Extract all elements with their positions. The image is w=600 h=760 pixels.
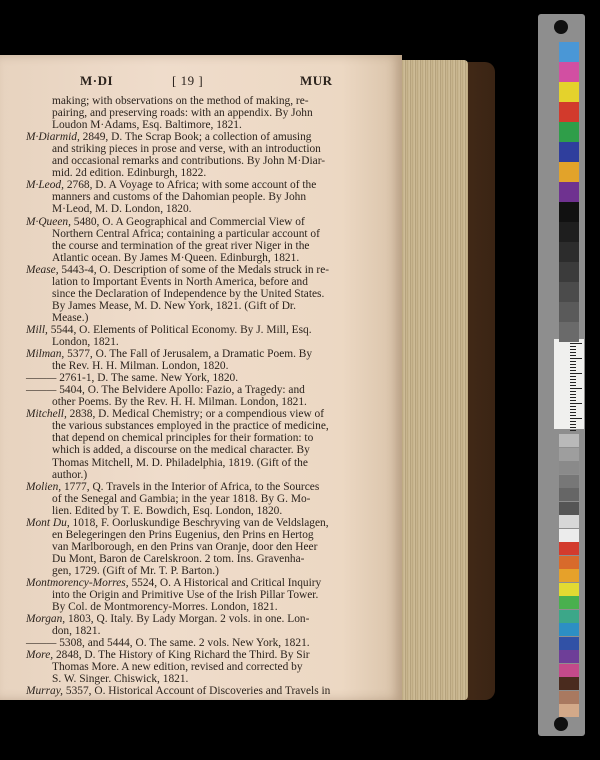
entry-text: London, 1821.: [52, 336, 119, 348]
ruler-tick: [570, 409, 576, 410]
ruler-tick: [570, 343, 582, 344]
scale-ruler: [554, 339, 584, 429]
ruler-tick: [570, 346, 576, 347]
entry-text: 5480, O. A Geographical and Commercial View of: [70, 215, 305, 228]
text-line: [52, 396, 307, 408]
entry-text: the Rev. H. H. Milman. London, 1820.: [52, 360, 229, 373]
text-line: [52, 203, 192, 215]
entry-text: and striking pieces in prose and verse, with an introduction: [52, 143, 321, 156]
entry-text: 5524, O. A Historical and Critical Inquiry: [128, 577, 322, 589]
entry-text: By Col. de Montmorency-Morres. London, 1821.: [52, 601, 278, 614]
text-line: [52, 673, 188, 685]
ruler-tick: [570, 418, 582, 419]
page-number: [ 19 ]: [172, 73, 204, 88]
text-line: [52, 589, 318, 601]
color-swatch: [559, 82, 579, 102]
color-swatch: [559, 62, 579, 82]
color-swatch: [559, 222, 579, 242]
entry-text: the various substances employed in the practice of medicine,: [52, 420, 329, 433]
color-swatch: [559, 448, 579, 461]
text-line: [52, 565, 219, 577]
ruler-tick: [570, 373, 582, 374]
header-right: MUR: [300, 73, 333, 88]
text-line: [26, 649, 310, 661]
entry-text: don, 1821.: [52, 625, 101, 638]
ruler-tick: [570, 358, 582, 359]
color-checker-target: [538, 14, 585, 736]
text-line: [52, 529, 314, 541]
running-header: [0, 73, 402, 91]
entry-text: 5377, O. The Fall of Jerusalem, a Dramatic Poem. By: [64, 348, 313, 361]
entry-heading: ———: [26, 372, 57, 385]
text-line: [26, 481, 319, 493]
ruler-tick: [570, 397, 576, 398]
entry-text: 1018, F. Oorluskundige Beschryving van de Veldslagen,: [69, 516, 329, 529]
ruler-tick: [570, 361, 576, 362]
text-line: [52, 601, 278, 613]
entry-heading: Mont Du,: [26, 516, 70, 529]
entry-text: 1777, Q. Travels in the Interior of Africa, to the Sources: [61, 480, 320, 493]
color-swatch: [559, 664, 579, 677]
color-swatch: [559, 182, 579, 202]
color-swatch: [559, 691, 579, 704]
ruler-tick: [570, 388, 582, 389]
text-line: [26, 372, 238, 384]
entry-text: Du Mont, Baron de Carelskroon. 2 tom. Ins. Gravenha-: [52, 552, 305, 565]
color-swatch: [559, 461, 579, 474]
ruler-tick: [570, 385, 576, 386]
color-swatch: [559, 515, 579, 528]
color-swatch: [559, 302, 579, 322]
entry-text: en Belegeringen den Prins Eugenius, den Prins en Hertog: [52, 528, 314, 541]
entry-text: 2848, D. The History of King Richard the Third. By Sir: [53, 649, 310, 662]
ruler-tick: [570, 382, 576, 383]
entry-heading: Molien,: [26, 480, 62, 493]
text-line: [26, 613, 309, 625]
ruler-tick: [570, 421, 576, 422]
color-swatch: [559, 162, 579, 182]
text-line: [52, 288, 324, 300]
text-line: [52, 119, 242, 131]
text-line: [26, 408, 324, 420]
entry-text: S. W. Singer. Chiswick, 1821.: [52, 673, 189, 686]
text-line: [26, 577, 321, 589]
ruler-tick: [570, 376, 576, 377]
entry-text: 1803, Q. Italy. By Lady Morgan. 2 vols. in one. Lon-: [65, 613, 310, 626]
ruler-tick: [570, 394, 576, 395]
entry-text: 5308, and 5444, O. The same. 2 vols. New York, 1821.: [56, 637, 310, 650]
text-line: [52, 432, 313, 444]
text-line: [52, 300, 296, 312]
text-line: [52, 336, 119, 348]
entry-text: the course and termination of the great river Niger in the: [52, 239, 310, 252]
text-line: [26, 264, 329, 276]
text-line: [52, 228, 320, 240]
entry-heading: Milman,: [26, 348, 65, 361]
entry-text: Thomas More. A new edition, revised and corrected by: [52, 661, 303, 674]
text-line: [52, 276, 308, 288]
ruler-tick: [570, 406, 576, 407]
text-line: [52, 312, 88, 324]
ruler-tick: [570, 370, 576, 371]
ruler-tick: [570, 430, 576, 431]
ruler-tick: [570, 391, 576, 392]
entry-heading: Morgan,: [26, 613, 66, 626]
color-swatch: [559, 282, 579, 302]
ruler-tick: [570, 400, 576, 401]
ruler-tick: [570, 415, 576, 416]
entry-text: van Marlborough, en den Prins van Oranje, door den Heer: [52, 540, 318, 553]
entry-text: other Poems. By the Rev. H. H. Milman. London, 1821.: [52, 396, 307, 409]
entry-heading: M·Diarmid,: [26, 131, 80, 144]
entry-text: Mease.): [52, 311, 89, 324]
text-line: [26, 348, 312, 360]
entry-text: 2761-1, D. The same. New York, 1820.: [56, 372, 239, 385]
entry-text: 5443-4, O. Description of some of the Medals struck in re-: [58, 263, 330, 276]
entry-text: of the Senegal and Gambia; in the year 1818. By G. Mo-: [52, 492, 311, 505]
entry-heading: More,: [26, 649, 54, 662]
ruler-tick: [570, 355, 576, 356]
entry-text: 5404, O. The Belvidere Apollo: Fazio, a Tragedy: and: [56, 384, 305, 397]
entry-text: lien. Edited by T. E. Bowdich, Esq. London, 1820.: [52, 504, 283, 517]
ruler-tick: [570, 349, 576, 350]
color-swatch: [559, 434, 579, 447]
text-line: [52, 155, 325, 167]
ruler-tick: [570, 412, 576, 413]
entry-text: mid. 2d edition. Edinburgh, 1822.: [52, 167, 207, 180]
color-swatch: [559, 569, 579, 582]
entry-text: author.): [52, 468, 88, 481]
color-swatch: [559, 623, 579, 636]
ruler-tick: [570, 379, 576, 380]
entry-text: 5357, O. Historical Account of Discoveries and Travels in: [63, 685, 331, 698]
text-line: [52, 469, 87, 481]
text-line: [52, 143, 321, 155]
entry-text: gen, 1729. (Gift of Mr. T. P. Barton.): [52, 564, 219, 577]
ruler-tick: [570, 367, 576, 368]
punch-hole: [554, 20, 568, 34]
entry-text: 5544, O. Elements of Political Economy. By J. Mill, Esq.: [47, 323, 312, 336]
entry-text: Loudon M·Adams, Esq. Baltimore, 1821.: [52, 119, 242, 132]
entry-text: since the Declaration of Independence by the United States.: [52, 287, 325, 300]
entry-text: 2768, D. A Voyage to Africa; with some account of the: [63, 179, 317, 192]
entry-heading: Murray,: [26, 685, 64, 698]
text-line: [52, 167, 206, 179]
ruler-tick: [570, 364, 576, 365]
entry-text: that depend on chemical principles for their formation: to: [52, 432, 314, 445]
text-line: [26, 179, 316, 191]
color-swatch: [559, 610, 579, 623]
entry-text: Northern Central Africa; containing a particular account of: [52, 227, 320, 240]
entry-heading: Mitchell,: [26, 408, 67, 421]
entry-text: 2838, D. Medical Chemistry; or a compendious view of: [66, 408, 325, 421]
color-swatch: [559, 242, 579, 262]
entry-text: making; with observations on the method of making, re-: [52, 95, 309, 107]
text-line: [26, 324, 312, 336]
book-page: [0, 55, 402, 700]
color-swatch: [559, 542, 579, 555]
text-line: [26, 517, 329, 529]
entry-heading: Mease,: [26, 263, 59, 276]
text-line: [52, 360, 228, 372]
color-swatch: [559, 650, 579, 663]
entry-text: and occasional remarks and contributions. By John M·Diar-: [52, 155, 326, 168]
ruler-tick: [570, 352, 576, 353]
color-swatch: [559, 122, 579, 142]
entry-text: M·Leod, M. D. London, 1820.: [52, 203, 192, 216]
text-line: [52, 553, 304, 565]
entry-text: 2849, D. The Scrap Book; a collection of amusing: [79, 131, 312, 144]
text-line: [52, 505, 282, 517]
text-line: [52, 493, 310, 505]
entry-heading: ———: [26, 384, 57, 397]
text-line: [52, 252, 299, 264]
entry-heading: M·Leod,: [26, 179, 64, 192]
entry-text: into the Origin and Primitive Use of the Irish Pillar Tower.: [52, 589, 319, 602]
color-swatch: [559, 142, 579, 162]
text-line: [52, 444, 310, 456]
entry-text: Atlantic ocean. By James M·Queen. Edinburgh, 1821.: [52, 251, 300, 264]
text-line: [52, 95, 309, 107]
text-line: [52, 191, 306, 203]
text-line: [52, 661, 303, 673]
color-swatch: [559, 488, 579, 501]
header-left: M·DI: [80, 73, 114, 88]
text-line: [26, 216, 305, 228]
color-swatch: [559, 502, 579, 515]
entry-text: which is added, a discourse on the medical character. By: [52, 444, 310, 457]
color-swatch: [559, 322, 579, 342]
text-line: [26, 685, 330, 697]
entry-heading: ———: [26, 637, 57, 650]
entry-text: Thomas Mitchell, M. D. Philadelphia, 1819. (Gift of the: [52, 456, 308, 469]
text-line: [52, 457, 308, 469]
color-swatch: [559, 637, 579, 650]
ruler-tick: [570, 427, 576, 428]
entry-heading: M·Queen,: [26, 215, 71, 228]
punch-hole: [554, 717, 568, 731]
entry-heading: Mill,: [26, 323, 48, 336]
color-swatch: [559, 42, 579, 62]
color-swatch: [559, 596, 579, 609]
color-swatch: [559, 102, 579, 122]
color-swatch: [559, 677, 579, 690]
page-edges: [396, 60, 468, 700]
entry-text: pairing, and preserving roads: with an appendix. By John: [52, 107, 313, 120]
text-line: [52, 420, 329, 432]
entry-heading: Montmorency-Morres,: [26, 577, 129, 589]
text-line: [26, 131, 311, 143]
ruler-tick: [570, 424, 576, 425]
color-swatch: [559, 202, 579, 222]
color-swatch: [559, 475, 579, 488]
text-line: [26, 384, 305, 396]
text-line: [26, 637, 310, 649]
entry-text: lation to Important Events in North America, before and: [52, 275, 308, 288]
text-line: [52, 625, 100, 637]
entry-text: manners and customs of the Dahomian people. By John: [52, 191, 307, 204]
color-swatch: [559, 583, 579, 596]
color-swatch: [559, 704, 579, 717]
color-swatch: [559, 262, 579, 282]
entry-text: By James Mease, M. D. New York, 1821. (Gift of Dr.: [52, 299, 296, 312]
text-line: [52, 240, 309, 252]
color-swatch: [559, 529, 579, 542]
text-line: [52, 541, 317, 553]
color-swatch: [559, 556, 579, 569]
text-line: [52, 107, 313, 119]
ruler-tick: [570, 403, 582, 404]
